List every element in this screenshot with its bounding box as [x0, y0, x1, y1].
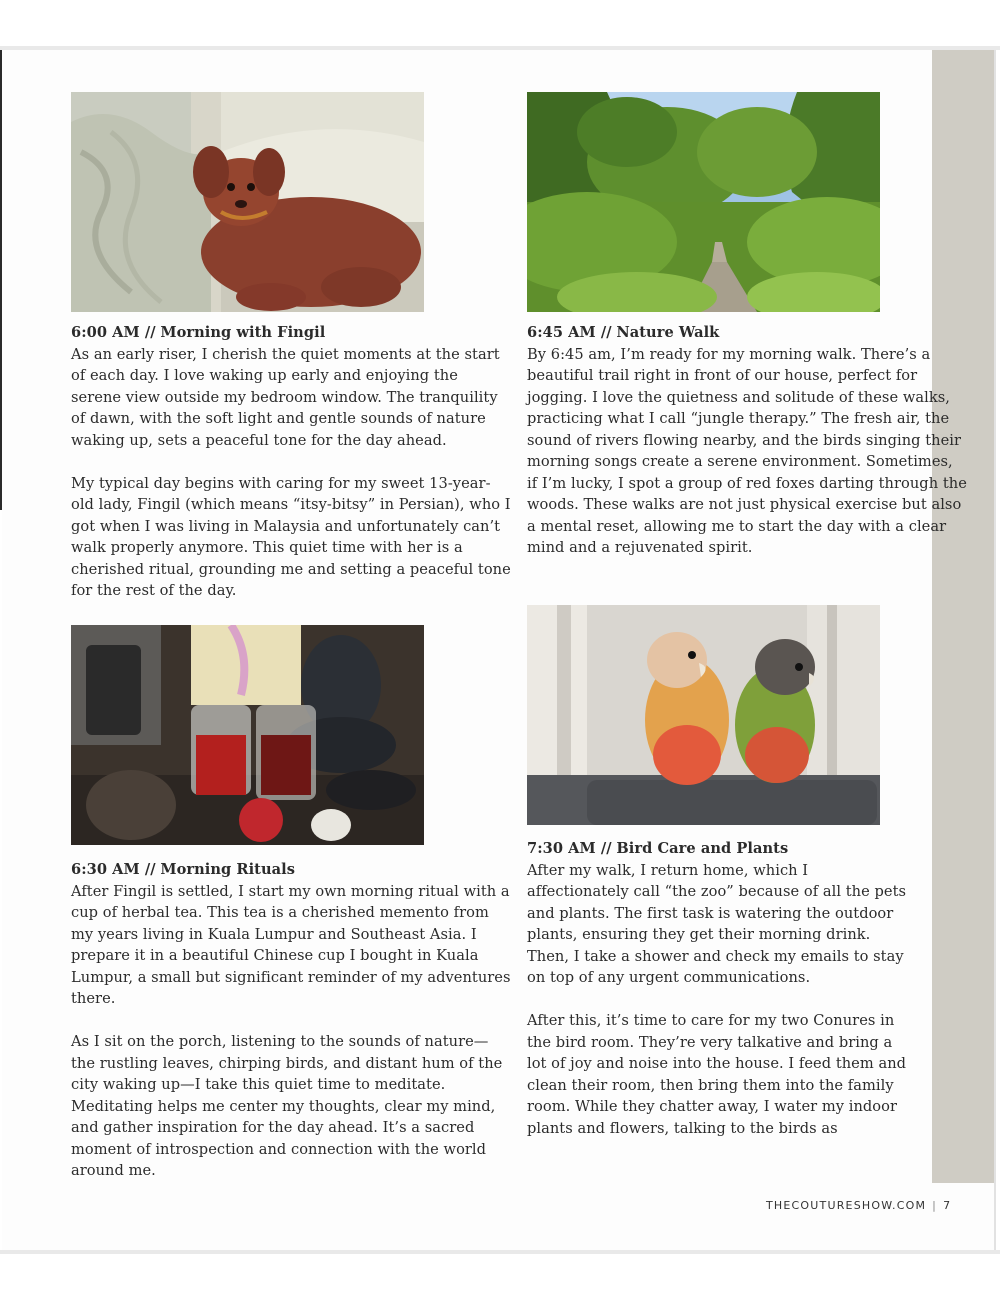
section-paragraph: As an early riser, I cherish the quiet moments at the start of each day. I love waking up early and enjoying the serene view outside my bedroom window. The tranquility of dawn, with the soft light and gentle sounds of nature waking up, sets a peaceful tone for the day ahead.: [71, 345, 500, 449]
sidebar-band: [932, 50, 994, 1183]
page-number: 7: [943, 1199, 952, 1212]
top-margin: [0, 0, 1000, 46]
site-name: THECOUTURESHOW.COM: [766, 1199, 927, 1212]
page-edge: [0, 50, 2, 510]
footer-separator: |: [932, 1199, 938, 1212]
section-bird-care: [527, 838, 907, 1161]
dog-photo: [71, 92, 424, 312]
conures-photo: [527, 605, 880, 825]
section-time: 7:30 AM // Bird Care and Plants: [527, 840, 789, 857]
section-title: Morning Rituals: [160, 861, 295, 878]
forest-trail-photo: [527, 92, 880, 312]
section-nature-walk: [527, 322, 967, 580]
section-title: Morning with Fingil: [160, 324, 326, 341]
page-footer: [766, 1199, 951, 1212]
section-paragraph: By 6:45 am, I’m ready for my morning walk. There’s a beautiful trail right in front of our house, perfect for jogging. I love the quietness and solitude of these walks, practicing what I call “jungle therapy.” The fresh air, the sound of rivers flowing nearby, and the birds singing their morning songs create a serene environment. Sometimes, if I’m lucky, I spot a group of red foxes darting through the woods. These walks are not just physical exercise but also a mental reset, allowing me to start the day with a clear mind and a rejuvenated spirit.: [527, 345, 967, 556]
section-paragraph: As I sit on the porch, listening to the sounds of nature—the rustling leaves, chirping birds, and distant hum of the city waking up—I take this quiet time to meditate. Meditating helps me center my thoughts, clear my mind, and gather inspiration for the day ahead. It’s a sacred moment of introspection and connection with the world around me.: [71, 1033, 503, 1179]
section-morning-with-fingil: [71, 322, 511, 623]
bottom-shadow: [0, 1250, 1000, 1254]
section-time: 6:30 AM // Morning Rituals: [71, 861, 295, 878]
section-paragraph: My typical day begins with caring for my sweet 13-year-old lady, Fingil (which means “itsy-bitsy” in Persian), who I got when I was living in Malaysia and unfortunately can’t walk properly anymore. This quiet time with her is a cherished ritual, grounding me and setting a peaceful tone for the rest of the day.: [71, 474, 511, 599]
section-time: 6:45 AM // Nature Walk: [527, 324, 720, 341]
tea-ritual-photo: [71, 625, 424, 845]
section-title: Nature Walk: [616, 324, 720, 341]
section-title: Bird Care and Plants: [616, 840, 789, 857]
section-time: 6:00 AM // Morning with Fingil: [71, 324, 326, 341]
section-paragraph: After my walk, I return home, which I affectionately call “the zoo” because of all the pets and plants. The first task is watering the outdoor plants, ensuring they get their morning drink. Then, I take a shower and check my emails to stay on top of any urgent communications.: [527, 861, 907, 986]
section-paragraph: After this, it’s time to care for my two Conures in the bird room. They’re very talkative and bring a lot of joy and noise into the house. I feed them and clean their room, then bring them into the family room. While they chatter away, I water my indoor plants and flowers, talking to the birds as: [527, 1012, 907, 1137]
section-paragraph: After Fingil is settled, I start my own morning ritual with a cup of herbal tea. This tea is a cherished memento from my years living in Kuala Lumpur and Southeast Asia. I prepare it in a beautiful Chinese cup I bought in Kuala Lumpur, a small but significant reminder of my adventures there.: [71, 882, 511, 1007]
section-morning-rituals: [71, 859, 511, 1203]
page-edge-right: [994, 50, 996, 1250]
